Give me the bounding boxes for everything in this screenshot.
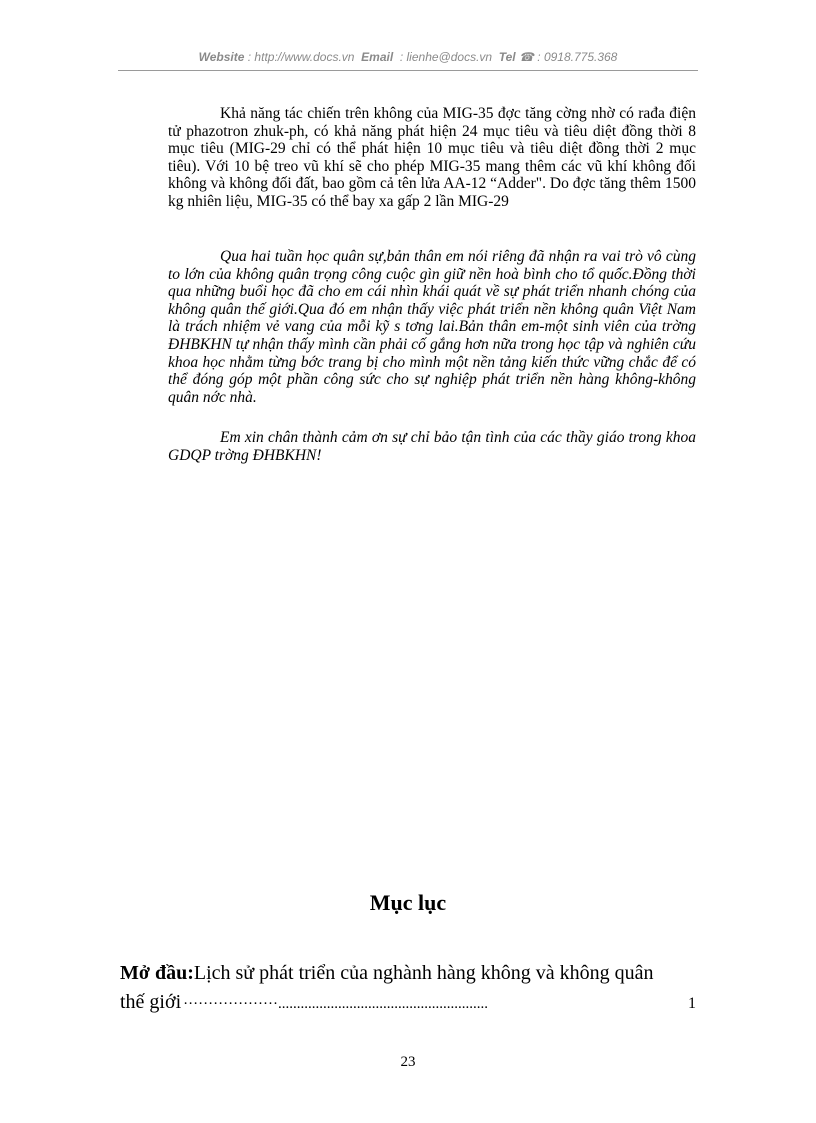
page-header: [118, 50, 698, 64]
page-number: 23: [400, 1054, 416, 1070]
toc-entry-line1: [120, 959, 696, 988]
tel-label: Tel: [498, 50, 516, 64]
toc-entry-line2: [120, 988, 696, 1019]
email-label: Email: [361, 50, 394, 64]
header-divider: [118, 70, 698, 71]
paragraph-mig35: [168, 105, 696, 211]
toc-page-number: 1: [688, 995, 696, 1012]
website-label: Website: [198, 50, 245, 64]
paragraph-thanks: [168, 429, 696, 464]
paragraph-thanks-text: Em xin chân thành cảm ơn sự chỉ bảo tận tình của các thầy giáo trong khoa GDQP trờng ĐHBKHN!: [168, 429, 696, 464]
toc-entry: [120, 959, 696, 1019]
toc-leader: ···················........................................................: [183, 996, 489, 1012]
toc-title: Mục lục: [369, 890, 447, 915]
toc-entry-label: Mở đầu:: [120, 962, 194, 984]
paragraph-reflection-text: Qua hai tuần học quân sự,bản thân em nói riêng đã nhận ra vai trò vô cùng to lớn của không quân trọng công cuộc gìn giữ nền hoà bình cho tổ quốc.Đồng thời qua những buổi học đã cho em cái nhìn khái quát về sự phát triển nhanh chóng của không quân thế giới.Qua đó em nhận thấy việc phát triển nền không quân Việt Nam là trách nhiệm vẻ vang của mỗi kỹ s tơng lai.Bản thân em-một sinh viên của trờng ĐHBKHN tự nhận thấy mình cần phải cố gắng hơn nữa trong học tập và nghiên cứu khoa học nhằm từng bớc trang bị cho mình một nền tảng kiến thức vững chắc để có thể đóng góp một phần công sức cho sự nghiệp phát triển nền hàng không-không quân nớc nhà.: [168, 248, 696, 406]
paragraph-reflection: [168, 248, 696, 406]
toc-entry-text: Lịch sử phát triển của nghành hàng không và không quân: [193, 962, 654, 984]
website-value: : http://www.docs.vn: [247, 50, 355, 64]
tel-value: ☎ : 0918.775.368: [519, 50, 618, 64]
email-value: : lienhe@docs.vn: [399, 50, 493, 64]
toc-entry-text-cont: thế giới: [120, 991, 182, 1013]
paragraph-mig35-text: Khả năng tác chiến trên không của MIG-35 đợc tăng cờng nhờ có rađa điện tử phazotron zhuk-ph, có khả năng phát hiện 24 mục tiêu và tiêu diệt đồng thời 8 mục tiêu (MIG-29 chỉ có thể phát hiện 10 mục tiêu và tiêu diệt đồng thời 2 mục tiêu). Với 10 bệ treo vũ khí sẽ cho phép MIG-35 mang thêm các vũ khí không đối không và không đối đất, bao gồm cả tên lửa AA-12 “Adder". Do đợc tăng thêm 1500 kg nhiên liệu, MIG-35 có thể bay xa gấp 2 lần MIG-29: [168, 105, 696, 210]
